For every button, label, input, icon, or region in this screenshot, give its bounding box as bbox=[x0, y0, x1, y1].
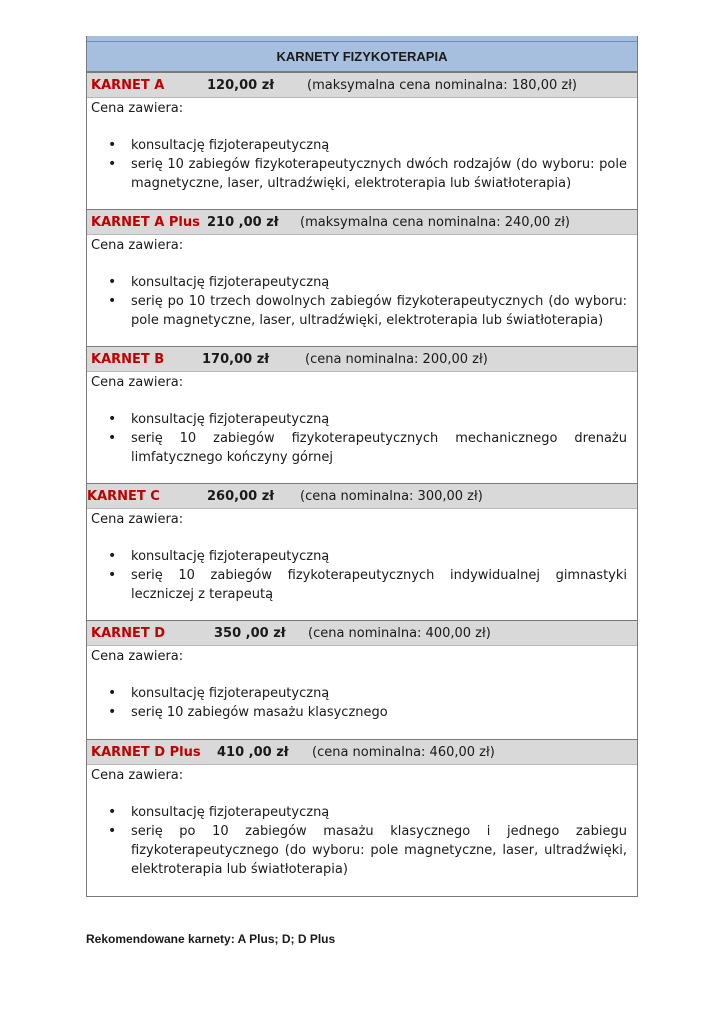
section-body-karnet-a-plus bbox=[87, 235, 637, 346]
list-item: • konsultację fizjoterapeutyczną bbox=[106, 273, 627, 292]
cena-label: Cena zawiera: bbox=[91, 101, 184, 116]
karnet-nominal-price: (cena nominalna: 200,00 zł) bbox=[305, 352, 488, 367]
item-list bbox=[106, 684, 627, 722]
cena-label: Cena zawiera: bbox=[91, 649, 184, 664]
section-body-karnet-d bbox=[87, 646, 637, 739]
item-list bbox=[106, 136, 627, 193]
karnety-table bbox=[86, 36, 638, 897]
karnet-price: 170,00 zł bbox=[202, 352, 270, 367]
karnet-price: 260,00 zł bbox=[207, 489, 275, 504]
cena-label: Cena zawiera: bbox=[91, 512, 184, 527]
karnet-name: KARNET A Plus bbox=[91, 215, 200, 230]
section-body-karnet-d-plus bbox=[87, 765, 637, 896]
list-item: • konsultację fizjoterapeutyczną bbox=[106, 684, 627, 703]
section-header-karnet-d-plus bbox=[87, 739, 637, 765]
list-item: • serię 10 zabiegów fizykoterapeutycznych dwóch rodzajów (do wyboru: pole magnetyczne, laser, ultradźwięki, elektroterapia lub światłoterapia) bbox=[106, 155, 627, 193]
karnet-nominal-price: (cena nominalna: 300,00 zł) bbox=[300, 489, 483, 504]
karnet-nominal-price: (cena nominalna: 460,00 zł) bbox=[312, 745, 495, 760]
cena-label: Cena zawiera: bbox=[91, 238, 184, 253]
section-body-karnet-a bbox=[87, 98, 637, 209]
section-body-karnet-b bbox=[87, 372, 637, 483]
karnet-name: KARNET A bbox=[91, 78, 165, 93]
table-title: KARNETY FIZYKOTERAPIA bbox=[87, 36, 637, 72]
karnet-name: KARNET B bbox=[91, 352, 165, 367]
list-item: • serię po 10 zabiegów masażu klasycznego i jednego zabiegu fizykoterapeutycznego (do wyboru: pole magnetyczne, laser, ultradźwięki, elektroterapia lub światłoterapia) bbox=[106, 822, 627, 879]
cena-label: Cena zawiera: bbox=[91, 768, 184, 783]
list-item: • konsultację fizjoterapeutyczną bbox=[106, 136, 627, 155]
list-item: • serię 10 zabiegów masażu klasycznego bbox=[106, 703, 627, 722]
karnet-name: KARNET D bbox=[91, 626, 166, 641]
section-header-karnet-d bbox=[87, 620, 637, 646]
karnet-price: 210 ,00 zł bbox=[207, 215, 279, 230]
karnet-nominal-price: (maksymalna cena nominalna: 180,00 zł) bbox=[307, 78, 577, 93]
karnet-price: 410 ,00 zł bbox=[217, 745, 289, 760]
list-item: • konsultację fizjoterapeutyczną bbox=[106, 803, 627, 822]
section-body-karnet-c bbox=[87, 509, 637, 620]
karnet-price: 120,00 zł bbox=[207, 78, 275, 93]
item-list bbox=[106, 547, 627, 604]
karnet-nominal-price: (cena nominalna: 400,00 zł) bbox=[308, 626, 491, 641]
item-list bbox=[106, 803, 627, 879]
karnet-name: KARNET D Plus bbox=[91, 745, 201, 760]
list-item: • konsultację fizjoterapeutyczną bbox=[106, 547, 627, 566]
section-header-karnet-b bbox=[87, 346, 637, 372]
karnet-name: KARNET C bbox=[87, 489, 160, 504]
karnet-nominal-price: (maksymalna cena nominalna: 240,00 zł) bbox=[300, 215, 570, 230]
list-item: • serię 10 zabiegów fizykoterapeutycznych indywidualnej gimnastyki leczniczej z terapeutą bbox=[106, 566, 627, 604]
item-list bbox=[106, 273, 627, 330]
section-header-karnet-a bbox=[87, 72, 637, 98]
item-list bbox=[106, 410, 627, 467]
section-header-karnet-c bbox=[87, 483, 637, 509]
karnet-price: 350 ,00 zł bbox=[214, 626, 286, 641]
list-item: • serię 10 zabiegów fizykoterapeutycznych mechanicznego drenażu limfatycznego kończyny górnej bbox=[106, 429, 627, 467]
recommended-footer-note: Rekomendowane karnety: A Plus; D; D Plus bbox=[86, 932, 336, 946]
list-item: • konsultację fizjoterapeutyczną bbox=[106, 410, 627, 429]
list-item: • serię po 10 trzech dowolnych zabiegów fizykoterapeutycznych (do wyboru: pole magnetyczne, laser, ultradźwięki, elektroterapia lub światłoterapia) bbox=[106, 292, 627, 330]
section-header-karnet-a-plus bbox=[87, 209, 637, 235]
cena-label: Cena zawiera: bbox=[91, 375, 184, 390]
